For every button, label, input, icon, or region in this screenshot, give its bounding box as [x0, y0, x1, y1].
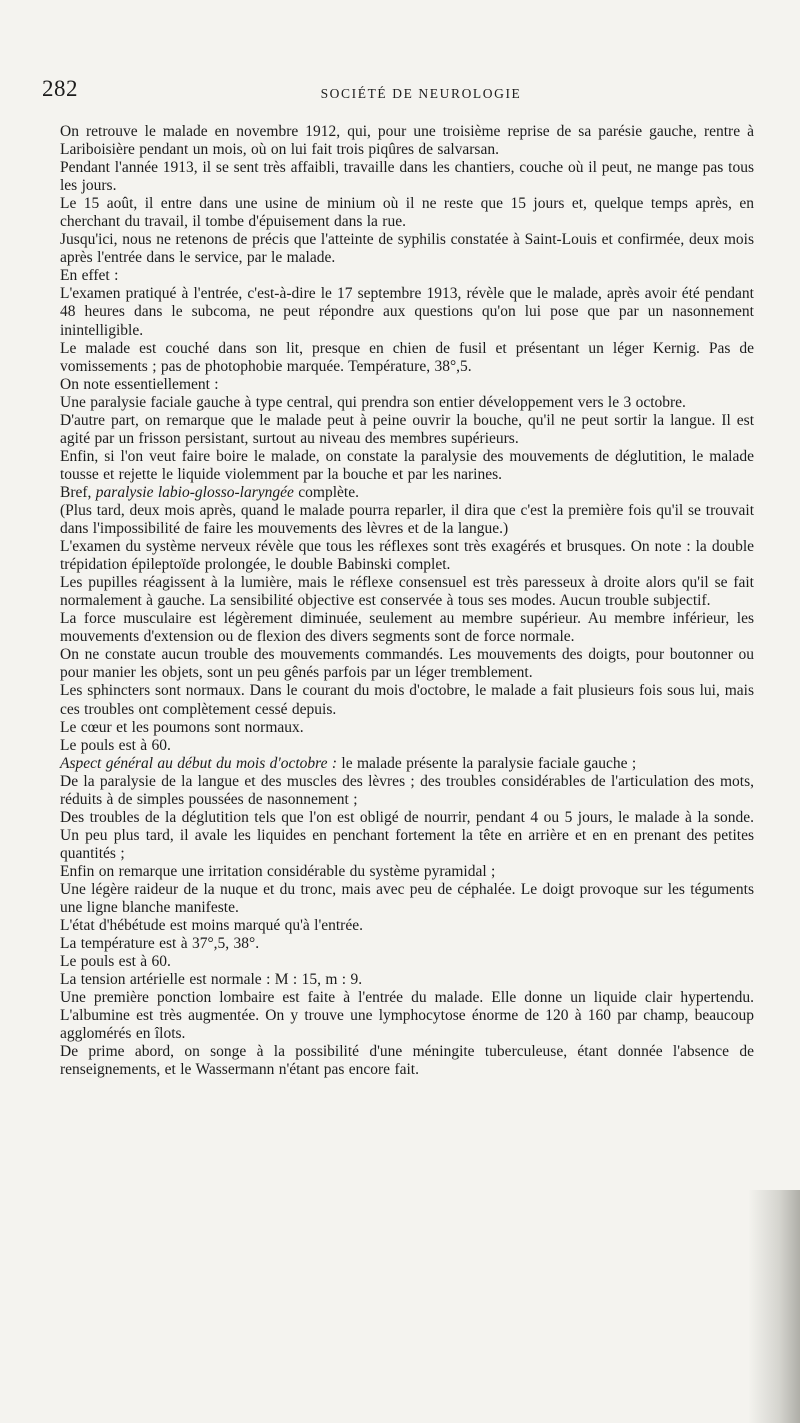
paragraph: L'état d'hébétude est moins marqué qu'à l'entrée. [60, 917, 363, 935]
body-text [60, 123, 754, 1079]
paragraph: Une paralysie faciale gauche à type central, qui prendra son entier développement vers le 3 octobre. [60, 393, 686, 411]
paragraph: Une légère raideur de la nuque et du tronc, mais avec peu de céphalée. Le doigt provoque sur les téguments une ligne blanche manifeste. [60, 880, 754, 917]
paragraph: Le 15 août, il entre dans une usine de minium où il ne reste que 15 jours et, quelque temps après, en cherchant du travail, il tombe d'épuisement dans la rue. [60, 195, 754, 231]
paragraph: On ne constate aucun trouble des mouvements commandés. Les mouvements des doigts, pour boutonner ou pour manier les objets, sont un peu gênés parfois par un léger tremblement. [60, 646, 754, 682]
running-title: SOCIÉTÉ DE NEUROLOGIE [320, 86, 522, 101]
paragraph: Une première ponction lombaire est faite à l'entrée du malade. Elle donne un liquide clair hypertendu. L'albumine est très augmentée. On y trouve une lymphocytose énorme de 120 à 160 par champ, beaucoup agglomérés en îlots. [60, 989, 754, 1043]
paragraph: Les sphincters sont normaux. Dans le courant du mois d'octobre, le malade a fait plusieurs fois sous lui, mais ces troubles ont complètement cessé depuis. [60, 682, 754, 718]
paragraph: L'examen du système nerveux révèle que tous les réflexes sont très exagérés et brusques. On note : la double trépidation épileptoïde prolongée, le double Babinski complet. [60, 538, 754, 574]
paragraph [60, 755, 754, 773]
paragraph: Des troubles de la déglutition tels que l'on est obligé de nourrir, pendant 4 ou 5 jours, le malade à la sonde. Un peu plus tard, il avale les liquides en penchant fortement la tête en arrière et en en prenant des petites quantités ; [60, 808, 754, 862]
paragraph: On note essentiellement : [60, 375, 219, 393]
paragraph: De la paralysie de la langue et des muscles des lèvres ; des troubles considérables de l'articulation des mots, réduits à de simples poussées de nasonnement ; [60, 772, 754, 808]
paragraph: Enfin on remarque une irritation considérable du système pyramidal ; [60, 862, 496, 880]
paragraph-tail: complète. [293, 483, 359, 501]
paragraph: Les pupilles réagissent à la lumière, mais le réflexe consensuel est très paresseux à droite alors qu'il se fait normalement à gauche. La sensibilité objective est conservée à tous ses modes. Aucun trouble subjectif. [60, 574, 754, 610]
paragraph-tail: le malade présente la paralysie faciale gauche ; [337, 754, 637, 772]
paragraph: De prime abord, on songe à la possibilité d'une méningite tuberculeuse, étant donnée l'absence de renseignements, et le Wassermann n'étant pas encore fait. [60, 1043, 754, 1079]
paragraph: Le pouls est à 60. [60, 953, 171, 971]
paragraph: En effet : [60, 267, 119, 285]
italic-diagnosis: paralysie labio-glosso-laryngée [95, 483, 294, 501]
paragraph: L'examen pratiqué à l'entrée, c'est-à-dire le 17 septembre 1913, révèle que le malade, après avoir été pendant 48 heures dans le subcoma, ne peut répondre aux questions qu'on lui pose que par un nasonnement inintelligible. [60, 285, 754, 339]
page-number: 282 [42, 76, 78, 101]
paragraph: (Plus tard, deux mois après, quand le malade pourra reparler, il dira que c'est la première fois qu'il se trouvait dans l'impossibilité de faire les mouvements des lèvres et de la langue.) [60, 501, 754, 538]
paragraph: On retrouve le malade en novembre 1912, qui, pour une troisième reprise de sa parésie gauche, rentre à Lariboisière pendant un mois, où on lui fait trois piqûres de salvarsan. [60, 123, 754, 159]
paragraph: Jusqu'ici, nous ne retenons de précis que l'atteinte de syphilis constatée à Saint-Louis et confirmée, deux mois après l'entrée dans le service, par le malade. [60, 231, 754, 267]
paragraph: La température est à 37°,5, 38°. [60, 935, 260, 953]
paragraph: La tension artérielle est normale : M : 15, m : 9. [60, 971, 363, 989]
paragraph: Le malade est couché dans son lit, presque en chien de fusil et présentant un léger Kernig. Pas de vomissements ; pas de photophobie marquée. Température, 38°,5. [60, 339, 754, 375]
paragraph [60, 484, 754, 502]
italic-heading: Aspect général au début du mois d'octobre : [60, 754, 338, 772]
paragraph: Enfin, si l'on veut faire boire le malade, on constate la paralysie des mouvements de déglutition, le malade tousse et rejette le liquide violemment par la bouche et par les narines. [60, 447, 754, 483]
paragraph: La force musculaire est légèrement diminuée, seulement au membre supérieur. Au membre inférieur, les mouvements d'extension ou de flexion des divers segments sont de force normale. [60, 610, 754, 646]
paragraph: D'autre part, on remarque que le malade peut à peine ouvrir la bouche, qu'il ne peut sortir la langue. Il est agité par un frisson persistant, surtout au niveau des membres supérieurs. [60, 411, 754, 447]
page-header [42, 76, 760, 106]
page-edge-shadow [748, 1190, 800, 1423]
paragraph-lead: Bref, [60, 483, 96, 501]
paragraph: Le pouls est à 60. [60, 736, 171, 754]
paragraph: Pendant l'année 1913, il se sent très affaibli, travaille dans les chantiers, couche où il peut, ne mange pas tous les jours. [60, 159, 754, 195]
paragraph: Le cœur et les poumons sont normaux. [60, 718, 304, 736]
